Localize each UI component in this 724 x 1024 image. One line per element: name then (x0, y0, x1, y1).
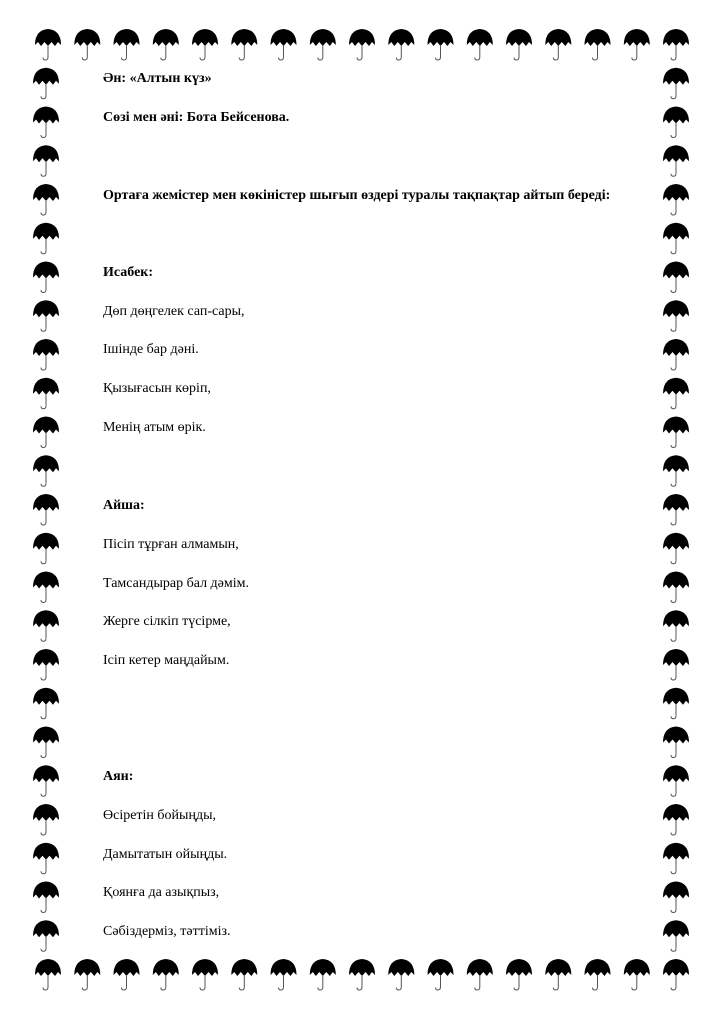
verse-line: Өсіретін бойыңды, (103, 808, 216, 823)
verse-line: Қоянға да азықпыз, (103, 885, 220, 900)
umbrella-icon (310, 29, 336, 60)
umbrella-icon (33, 223, 59, 254)
umbrella-icon (33, 765, 59, 796)
umbrella-icon (349, 959, 375, 990)
verse-line: Менің атым өрік. (103, 420, 206, 435)
umbrella-icon (663, 107, 689, 138)
umbrella-icon (153, 29, 179, 60)
umbrella-icon (388, 959, 414, 990)
umbrella-icon (271, 29, 297, 60)
umbrella-icon (467, 29, 493, 60)
umbrella-icon (663, 184, 689, 215)
umbrella-icon (663, 145, 689, 176)
verse-line: Ішінде бар дәні. (103, 342, 199, 357)
verse-line: Пісіп тұрған алмамын, (103, 537, 239, 552)
umbrella-icon (310, 959, 336, 990)
verse-line: Сәбіздерміз, тәттіміз. (103, 924, 231, 939)
umbrella-icon (114, 29, 140, 60)
umbrella-icon (585, 959, 611, 990)
umbrella-icon (663, 378, 689, 409)
umbrella-icon (33, 107, 59, 138)
stage-direction: Ортаға жемістер мен көкіністер шығып өздері туралы тақпақтар айтып береді: (103, 188, 611, 203)
umbrella-icon (271, 959, 297, 990)
umbrella-icon (545, 29, 571, 60)
umbrella-icon (33, 572, 59, 603)
umbrella-icon (663, 262, 689, 293)
umbrella-icon (74, 29, 100, 60)
umbrella-icon (33, 494, 59, 525)
umbrella-icon (388, 29, 414, 60)
umbrella-icon (33, 300, 59, 331)
umbrella-icon (74, 959, 100, 990)
umbrella-icon (663, 494, 689, 525)
author-line: Сөзі мен әні: Бота Бейсенова. (103, 110, 290, 125)
speaker-name: Исабек: (103, 265, 154, 280)
umbrella-icon (33, 455, 59, 486)
umbrella-icon (349, 29, 375, 60)
umbrella-icon (35, 29, 61, 60)
umbrella-icon (33, 184, 59, 215)
umbrella-icon (33, 262, 59, 293)
umbrella-icon (506, 959, 532, 990)
umbrella-icon (33, 610, 59, 641)
umbrella-icon (663, 882, 689, 913)
umbrella-icon (663, 727, 689, 758)
umbrella-icon (33, 378, 59, 409)
verse-line: Жерге сілкіп түсірме, (103, 614, 231, 629)
umbrella-icon (428, 29, 454, 60)
umbrella-icon (663, 959, 689, 990)
umbrella-icon (663, 804, 689, 835)
umbrella-icon (663, 29, 689, 60)
umbrella-icon (624, 959, 650, 990)
umbrella-icon (624, 29, 650, 60)
umbrella-icon (33, 533, 59, 564)
umbrella-icon (192, 959, 218, 990)
umbrella-icon (663, 417, 689, 448)
speaker-name: Айша: (103, 498, 145, 513)
umbrella-icon (114, 959, 140, 990)
umbrella-icon (663, 455, 689, 486)
umbrella-icon (33, 145, 59, 176)
umbrella-icon (231, 959, 257, 990)
umbrella-icon (467, 959, 493, 990)
verse-line: Тамсандырар бал дәмім. (103, 576, 250, 591)
umbrella-icon (33, 649, 59, 680)
umbrella-icon (428, 959, 454, 990)
umbrella-icon (33, 804, 59, 835)
verse-line: Қызығасын көріп, (103, 381, 211, 396)
umbrella-icon (33, 843, 59, 874)
umbrella-icon (663, 920, 689, 951)
umbrella-icon (663, 765, 689, 796)
verse-line: Дөп дөңгелек сап-сары, (103, 304, 245, 319)
umbrella-icon (663, 572, 689, 603)
umbrella-icon (33, 339, 59, 370)
umbrella-icon (545, 959, 571, 990)
umbrella-icon (663, 843, 689, 874)
umbrella-icon (663, 649, 689, 680)
umbrella-icon (33, 417, 59, 448)
umbrella-icon (33, 920, 59, 951)
umbrella-icon (663, 68, 689, 99)
speaker-name: Аян: (103, 769, 134, 784)
umbrella-icon (33, 727, 59, 758)
umbrella-icon (231, 29, 257, 60)
umbrella-icon (153, 959, 179, 990)
song-title: Ән: «Алтын күз» (103, 71, 212, 86)
umbrella-icon (663, 339, 689, 370)
verse-line: Дамытатын ойыңды. (103, 847, 228, 862)
umbrella-icon (33, 688, 59, 719)
umbrella-icon (663, 223, 689, 254)
umbrella-icon (33, 882, 59, 913)
umbrella-icon (663, 688, 689, 719)
verse-line: Ісіп кетер маңдайым. (103, 653, 230, 668)
umbrella-icon (35, 959, 61, 990)
umbrella-icon (663, 533, 689, 564)
umbrella-icon (192, 29, 218, 60)
umbrella-icon (506, 29, 532, 60)
umbrella-icon (663, 300, 689, 331)
umbrella-icon (663, 610, 689, 641)
umbrella-icon (585, 29, 611, 60)
umbrella-icon (33, 68, 59, 99)
